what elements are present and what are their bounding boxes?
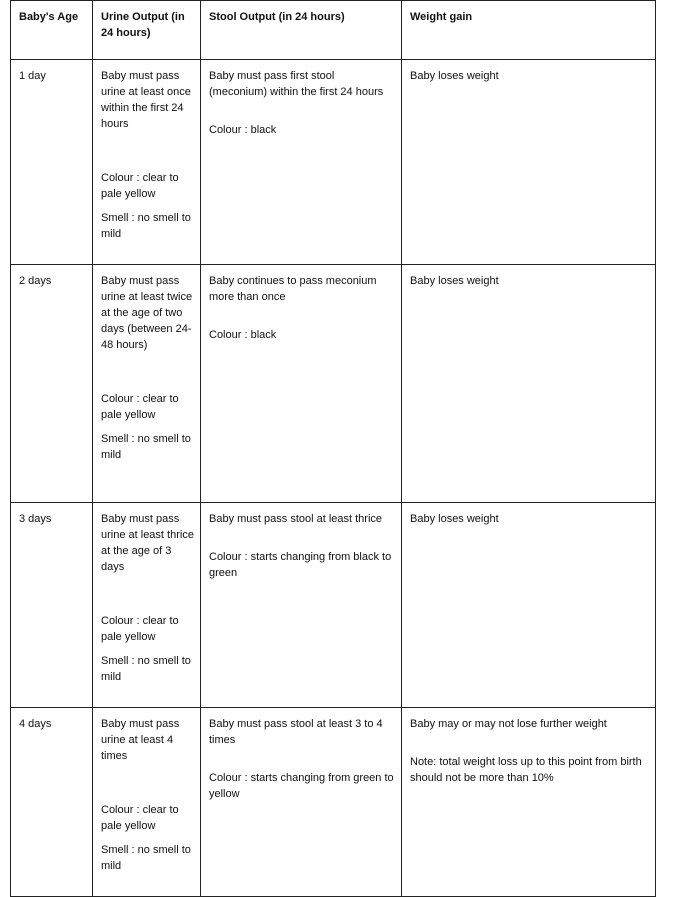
cell-age (11, 265, 93, 503)
table-row (11, 60, 656, 265)
urine-main-text: Baby must pass urine at least once within the first 24 hours (101, 70, 191, 130)
weight-note-text: Note: total weight loss up to this point from birth should not be more than 10% (410, 756, 642, 784)
header-weight: Weight gain (402, 1, 656, 60)
stool-main-text: Baby continues to pass meconium more than once (209, 275, 377, 303)
cell-stool (201, 60, 402, 265)
cell-urine (93, 708, 201, 897)
cell-stool (201, 265, 402, 503)
cell-urine (93, 60, 201, 265)
table-header-row (11, 1, 656, 60)
header-urine: Urine Output (in 24 hours) (93, 1, 201, 60)
cell-age (11, 503, 93, 708)
cell-stool (201, 708, 402, 897)
age-text: 2 days (19, 275, 52, 287)
cell-urine (93, 265, 201, 503)
age-text: 1 day (19, 70, 46, 82)
cell-weight (402, 60, 656, 265)
weight-main-text: Baby loses weight (410, 275, 499, 287)
urine-smell-text: Smell : no smell to mild (101, 844, 191, 872)
stool-main-text: Baby must pass first stool (meconium) within the first 24 hours (209, 70, 384, 98)
weight-main-text: Baby loses weight (410, 513, 499, 525)
urine-colour-text: Colour : clear to pale yellow (101, 393, 179, 421)
header-age: Baby's Age (11, 1, 93, 60)
cell-age (11, 60, 93, 265)
weight-main-text: Baby may or may not lose further weight (410, 718, 607, 730)
weight-main-text: Baby loses weight (410, 70, 499, 82)
cell-weight (402, 265, 656, 503)
table-row (11, 503, 656, 708)
urine-smell-text: Smell : no smell to mild (101, 212, 191, 240)
stool-colour-text: Colour : black (209, 329, 277, 341)
cell-weight (402, 503, 656, 708)
cell-age (11, 708, 93, 897)
baby-output-table (10, 0, 656, 897)
urine-smell-text: Smell : no smell to mild (101, 433, 191, 461)
table-row (11, 265, 656, 503)
cell-weight (402, 708, 656, 897)
cell-urine (93, 503, 201, 708)
urine-colour-text: Colour : clear to pale yellow (101, 804, 179, 832)
stool-main-text: Baby must pass stool at least 3 to 4 times (209, 718, 383, 746)
stool-colour-text: Colour : starts changing from green to yellow (209, 772, 394, 800)
cell-stool (201, 503, 402, 708)
stool-main-text: Baby must pass stool at least thrice (209, 513, 383, 525)
age-text: 4 days (19, 718, 52, 730)
urine-main-text: Baby must pass urine at least 4 times (101, 718, 180, 762)
urine-colour-text: Colour : clear to pale yellow (101, 172, 179, 200)
age-text: 3 days (19, 513, 52, 525)
header-stool: Stool Output (in 24 hours) (201, 1, 402, 60)
stool-colour-text: Colour : black (209, 124, 277, 136)
stool-colour-text: Colour : starts changing from black to green (209, 551, 392, 579)
urine-main-text: Baby must pass urine at least thrice at the age of 3 days (101, 513, 194, 573)
urine-colour-text: Colour : clear to pale yellow (101, 615, 179, 643)
urine-smell-text: Smell : no smell to mild (101, 655, 191, 683)
table-row (11, 708, 656, 897)
urine-main-text: Baby must pass urine at least twice at the age of two days (between 24-48 hours) (101, 275, 193, 351)
